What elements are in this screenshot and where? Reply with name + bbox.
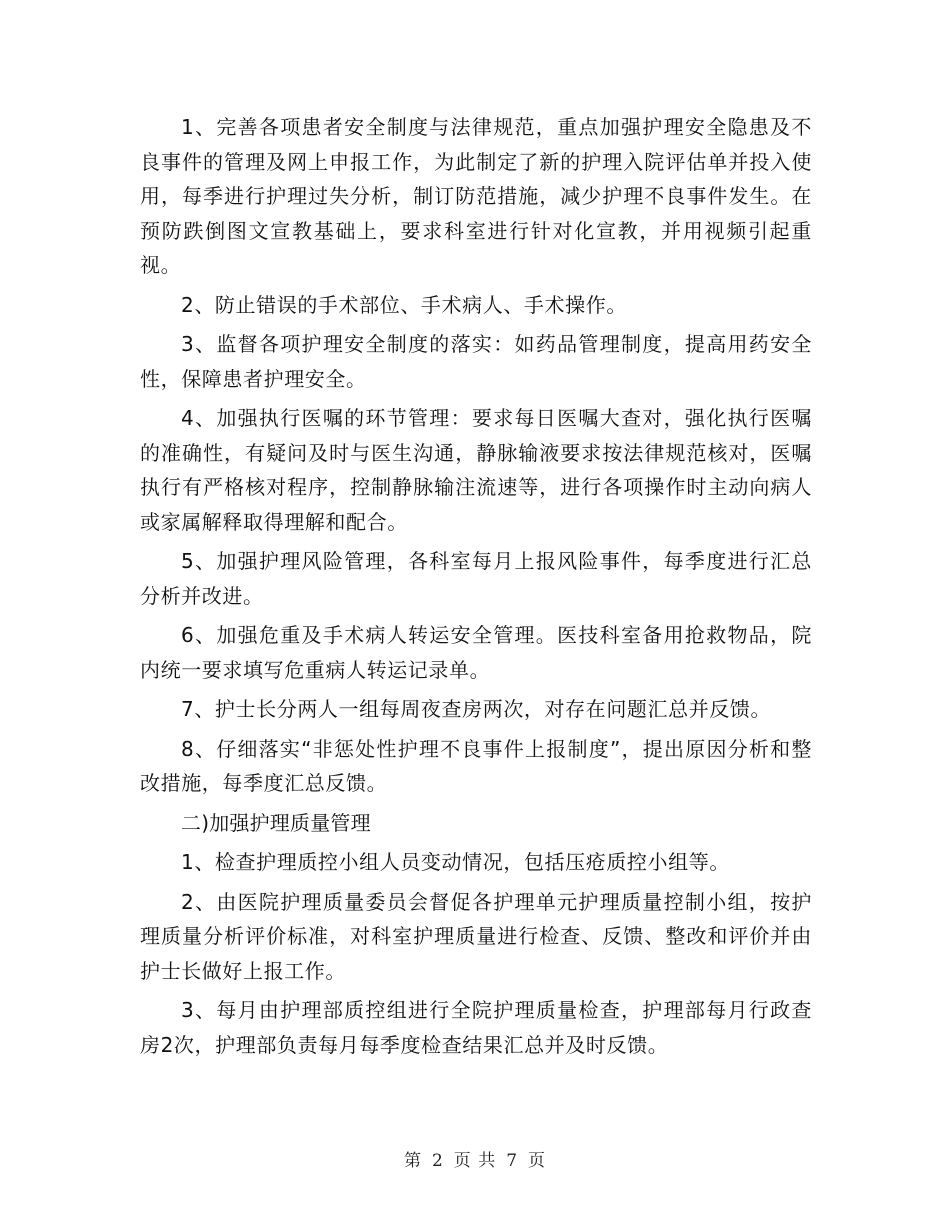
paragraph-supervision: 3、监督各项护理安全制度的落实：如药品管理制度，提高用药安全性，保障患者护理安全。 bbox=[140, 332, 812, 391]
footer-current-page: 2 bbox=[431, 1151, 444, 1171]
paragraph-medical-orders: 4、加强执行医嘱的环节管理：要求每日医嘱大查对，强化执行医嘱的准确性，有疑问及时与医生沟通，静脉输液要求按法律规范核对，医嘱执行有严格核对程序，控制静脉输注流速等，进行各项操作时主动向病人或家属解释取得理解和配合。 bbox=[140, 406, 812, 534]
footer-total-pages: 7 bbox=[506, 1151, 519, 1171]
document-body bbox=[140, 110, 812, 1067]
footer-suffix: 页 bbox=[528, 1151, 547, 1171]
page-footer bbox=[0, 1146, 950, 1171]
paragraph-adverse-event-reporting: 8、仔细落实“非惩处性护理不良事件上报制度”，提出原因分析和整改措施，每季度汇总反馈。 bbox=[140, 736, 812, 795]
paragraph-safety-system: 1、完善各项患者安全制度与法律规范，重点加强护理安全隐患及不良事件的管理及网上申报工作，为此制定了新的护理入院评估单并投入使用，每季进行护理过失分析，制订防范措施，减少护理不良事件发生。在预防跌倒图文宣教基础上，要求科室进行针对化宣教，并用视频引起重视。 bbox=[140, 115, 812, 277]
paragraph-transfer-safety: 6、加强危重及手术病人转运安全管理。医技科室备用抢救物品，院内统一要求填写危重病人转运记录单。 bbox=[140, 623, 812, 682]
paragraph-monthly-inspection: 3、每月由护理部质控组进行全院护理质量检查，护理部每月行政查房2次，护理部负责每月每季度检查结果汇总并及时反馈。 bbox=[140, 998, 812, 1057]
footer-middle: 页 共 bbox=[453, 1151, 497, 1171]
paragraph-quality-group: 1、检查护理质控小组人员变动情况，包括压疮质控小组等。 bbox=[181, 850, 730, 874]
footer-prefix: 第 bbox=[403, 1151, 422, 1171]
paragraph-quality-committee: 2、由医院护理质量委员会督促各护理单元护理质量控制小组，按护理质量分析评价标准，对科室护理质量进行检查、反馈、整改和评价并由护士长做好上报工作。 bbox=[140, 889, 812, 983]
paragraph-night-rounds: 7、护士长分两人一组每周夜查房两次，对存在问题汇总并反馈。 bbox=[181, 697, 772, 721]
paragraph-surgery-error: 2、防止错误的手术部位、手术病人、手术操作。 bbox=[181, 292, 627, 317]
paragraph-risk-management: 5、加强护理风险管理，各科室每月上报风险事件，每季度进行汇总分析并改进。 bbox=[140, 549, 812, 608]
section-heading-quality: 二)加强护理质量管理 bbox=[181, 810, 371, 835]
